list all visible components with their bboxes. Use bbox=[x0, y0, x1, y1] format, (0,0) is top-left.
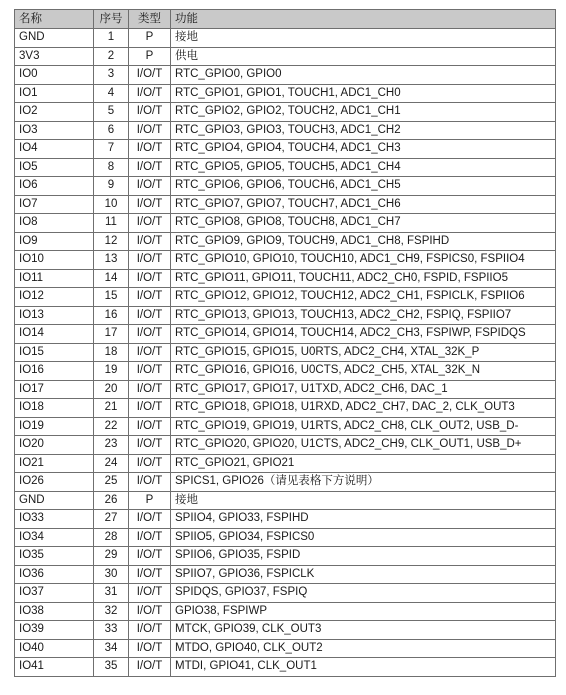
table-row bbox=[15, 158, 556, 177]
pin-definition-table bbox=[14, 9, 556, 677]
pin-name-cell: IO35 bbox=[15, 547, 94, 566]
pin-type-cell: I/O/T bbox=[129, 177, 171, 196]
pin-name-cell: IO5 bbox=[15, 158, 94, 177]
table-header bbox=[15, 10, 556, 29]
table-row bbox=[15, 491, 556, 510]
pin-function-cell: MTDI, GPIO41, CLK_OUT1 bbox=[171, 658, 556, 677]
pin-function-cell: RTC_GPIO10, GPIO10, TOUCH10, ADC1_CH9, FSPICS0, FSPIIO4 bbox=[171, 251, 556, 270]
pin-name-cell: IO11 bbox=[15, 269, 94, 288]
table-row bbox=[15, 528, 556, 547]
pin-name-cell: IO10 bbox=[15, 251, 94, 270]
pin-type-cell: I/O/T bbox=[129, 251, 171, 270]
pin-type-cell: I/O/T bbox=[129, 584, 171, 603]
pin-type-cell: I/O/T bbox=[129, 66, 171, 85]
pin-number-cell: 28 bbox=[94, 528, 129, 547]
pin-number-cell: 15 bbox=[94, 288, 129, 307]
pin-name-cell: IO39 bbox=[15, 621, 94, 640]
pin-number-cell: 8 bbox=[94, 158, 129, 177]
pin-type-cell: I/O/T bbox=[129, 158, 171, 177]
pin-type-cell: I/O/T bbox=[129, 528, 171, 547]
pin-function-cell: RTC_GPIO7, GPIO7, TOUCH7, ADC1_CH6 bbox=[171, 195, 556, 214]
pin-function-cell: RTC_GPIO3, GPIO3, TOUCH3, ADC1_CH2 bbox=[171, 121, 556, 140]
table-row bbox=[15, 47, 556, 66]
pin-number-cell: 33 bbox=[94, 621, 129, 640]
pin-name-cell: IO0 bbox=[15, 66, 94, 85]
pin-type-cell: I/O/T bbox=[129, 362, 171, 381]
pin-name-cell: IO8 bbox=[15, 214, 94, 233]
pin-function-cell: RTC_GPIO6, GPIO6, TOUCH6, ADC1_CH5 bbox=[171, 177, 556, 196]
table-body bbox=[15, 29, 556, 677]
table-row bbox=[15, 29, 556, 48]
pin-number-cell: 34 bbox=[94, 639, 129, 658]
pin-function-cell: RTC_GPIO8, GPIO8, TOUCH8, ADC1_CH7 bbox=[171, 214, 556, 233]
pin-number-cell: 35 bbox=[94, 658, 129, 677]
pin-type-cell: I/O/T bbox=[129, 380, 171, 399]
pin-name-cell: IO7 bbox=[15, 195, 94, 214]
pin-name-cell: IO41 bbox=[15, 658, 94, 677]
pin-function-cell: SPIIO7, GPIO36, FSPICLK bbox=[171, 565, 556, 584]
table-row bbox=[15, 66, 556, 85]
pin-function-cell: RTC_GPIO17, GPIO17, U1TXD, ADC2_CH6, DAC_1 bbox=[171, 380, 556, 399]
table-row bbox=[15, 602, 556, 621]
table-row bbox=[15, 306, 556, 325]
pin-function-cell: RTC_GPIO14, GPIO14, TOUCH14, ADC2_CH3, FSPIWP, FSPIDQS bbox=[171, 325, 556, 344]
pin-function-cell: RTC_GPIO4, GPIO4, TOUCH4, ADC1_CH3 bbox=[171, 140, 556, 159]
table-row bbox=[15, 343, 556, 362]
pin-number-cell: 29 bbox=[94, 547, 129, 566]
pin-type-cell: I/O/T bbox=[129, 621, 171, 640]
pin-name-cell: IO1 bbox=[15, 84, 94, 103]
table-row bbox=[15, 232, 556, 251]
pin-number-cell: 31 bbox=[94, 584, 129, 603]
pin-name-cell: IO34 bbox=[15, 528, 94, 547]
pin-type-cell: I/O/T bbox=[129, 214, 171, 233]
pin-number-cell: 30 bbox=[94, 565, 129, 584]
table-row bbox=[15, 584, 556, 603]
pin-type-cell: I/O/T bbox=[129, 399, 171, 418]
pin-type-cell: I/O/T bbox=[129, 343, 171, 362]
pin-type-cell: I/O/T bbox=[129, 658, 171, 677]
pin-name-cell: IO37 bbox=[15, 584, 94, 603]
pin-number-cell: 7 bbox=[94, 140, 129, 159]
pin-function-cell: RTC_GPIO13, GPIO13, TOUCH13, ADC2_CH2, FSPIQ, FSPIIO7 bbox=[171, 306, 556, 325]
table-row bbox=[15, 288, 556, 307]
header-name: 名称 bbox=[15, 10, 94, 29]
pin-name-cell: IO20 bbox=[15, 436, 94, 455]
table-row bbox=[15, 325, 556, 344]
pin-name-cell: IO13 bbox=[15, 306, 94, 325]
pin-name-cell: IO21 bbox=[15, 454, 94, 473]
pin-number-cell: 22 bbox=[94, 417, 129, 436]
table-row bbox=[15, 380, 556, 399]
pin-number-cell: 20 bbox=[94, 380, 129, 399]
header-number: 序号 bbox=[94, 10, 129, 29]
pin-type-cell: I/O/T bbox=[129, 639, 171, 658]
pin-function-cell: 接地 bbox=[171, 29, 556, 48]
table-row bbox=[15, 84, 556, 103]
pin-number-cell: 25 bbox=[94, 473, 129, 492]
pin-number-cell: 13 bbox=[94, 251, 129, 270]
pin-function-cell: SPIIO6, GPIO35, FSPID bbox=[171, 547, 556, 566]
pin-name-cell: IO36 bbox=[15, 565, 94, 584]
pin-type-cell: I/O/T bbox=[129, 547, 171, 566]
pin-number-cell: 14 bbox=[94, 269, 129, 288]
table-row bbox=[15, 214, 556, 233]
pin-name-cell: IO6 bbox=[15, 177, 94, 196]
pin-name-cell: IO33 bbox=[15, 510, 94, 529]
pin-function-cell: RTC_GPIO18, GPIO18, U1RXD, ADC2_CH7, DAC_2, CLK_OUT3 bbox=[171, 399, 556, 418]
pin-function-cell: SPIDQS, GPIO37, FSPIQ bbox=[171, 584, 556, 603]
pin-number-cell: 23 bbox=[94, 436, 129, 455]
pin-type-cell: I/O/T bbox=[129, 121, 171, 140]
pin-number-cell: 21 bbox=[94, 399, 129, 418]
pin-type-cell: I/O/T bbox=[129, 232, 171, 251]
pin-type-cell: I/O/T bbox=[129, 417, 171, 436]
pin-name-cell: IO12 bbox=[15, 288, 94, 307]
pin-name-cell: IO4 bbox=[15, 140, 94, 159]
pin-type-cell: I/O/T bbox=[129, 306, 171, 325]
header-type: 类型 bbox=[129, 10, 171, 29]
pin-number-cell: 5 bbox=[94, 103, 129, 122]
pin-function-cell: RTC_GPIO12, GPIO12, TOUCH12, ADC2_CH1, FSPICLK, FSPIIO6 bbox=[171, 288, 556, 307]
pin-function-cell: RTC_GPIO15, GPIO15, U0RTS, ADC2_CH4, XTAL_32K_P bbox=[171, 343, 556, 362]
table-row bbox=[15, 436, 556, 455]
header-row bbox=[15, 10, 556, 29]
table-row bbox=[15, 362, 556, 381]
pin-name-cell: GND bbox=[15, 29, 94, 48]
pin-name-cell: IO19 bbox=[15, 417, 94, 436]
header-function: 功能 bbox=[171, 10, 556, 29]
table-row bbox=[15, 621, 556, 640]
pin-type-cell: I/O/T bbox=[129, 473, 171, 492]
table-row bbox=[15, 510, 556, 529]
pin-type-cell: I/O/T bbox=[129, 269, 171, 288]
pin-number-cell: 9 bbox=[94, 177, 129, 196]
table-row bbox=[15, 177, 556, 196]
pin-name-cell: IO17 bbox=[15, 380, 94, 399]
table-row bbox=[15, 195, 556, 214]
table-row bbox=[15, 547, 556, 566]
pin-name-cell: 3V3 bbox=[15, 47, 94, 66]
table-row bbox=[15, 639, 556, 658]
pin-name-cell: IO18 bbox=[15, 399, 94, 418]
pin-number-cell: 11 bbox=[94, 214, 129, 233]
table-row bbox=[15, 417, 556, 436]
table-row bbox=[15, 658, 556, 677]
pin-type-cell: I/O/T bbox=[129, 325, 171, 344]
pin-number-cell: 2 bbox=[94, 47, 129, 66]
pin-number-cell: 24 bbox=[94, 454, 129, 473]
pin-name-cell: IO16 bbox=[15, 362, 94, 381]
pin-function-cell: SPIIO5, GPIO34, FSPICS0 bbox=[171, 528, 556, 547]
pin-number-cell: 3 bbox=[94, 66, 129, 85]
pin-function-cell: MTDO, GPIO40, CLK_OUT2 bbox=[171, 639, 556, 658]
pin-type-cell: P bbox=[129, 491, 171, 510]
pin-function-cell: SPICS1, GPIO26（请见表格下方说明） bbox=[171, 473, 556, 492]
pin-number-cell: 1 bbox=[94, 29, 129, 48]
pin-function-cell: RTC_GPIO0, GPIO0 bbox=[171, 66, 556, 85]
table-row bbox=[15, 454, 556, 473]
pin-name-cell: IO40 bbox=[15, 639, 94, 658]
pin-function-cell: RTC_GPIO1, GPIO1, TOUCH1, ADC1_CH0 bbox=[171, 84, 556, 103]
pin-name-cell: IO14 bbox=[15, 325, 94, 344]
pin-number-cell: 16 bbox=[94, 306, 129, 325]
pin-type-cell: P bbox=[129, 29, 171, 48]
pin-function-cell: RTC_GPIO5, GPIO5, TOUCH5, ADC1_CH4 bbox=[171, 158, 556, 177]
pin-number-cell: 32 bbox=[94, 602, 129, 621]
pin-function-cell: SPIIO4, GPIO33, FSPIHD bbox=[171, 510, 556, 529]
pin-type-cell: I/O/T bbox=[129, 103, 171, 122]
table-row bbox=[15, 140, 556, 159]
pin-type-cell: I/O/T bbox=[129, 436, 171, 455]
pin-type-cell: I/O/T bbox=[129, 140, 171, 159]
pin-function-cell: GPIO38, FSPIWP bbox=[171, 602, 556, 621]
pin-number-cell: 10 bbox=[94, 195, 129, 214]
pin-type-cell: I/O/T bbox=[129, 454, 171, 473]
table-row bbox=[15, 269, 556, 288]
table-row bbox=[15, 103, 556, 122]
pin-name-cell: IO15 bbox=[15, 343, 94, 362]
table-row bbox=[15, 399, 556, 418]
pin-function-cell: RTC_GPIO20, GPIO20, U1CTS, ADC2_CH9, CLK_OUT1, USB_D+ bbox=[171, 436, 556, 455]
pin-function-cell: 供电 bbox=[171, 47, 556, 66]
pin-number-cell: 6 bbox=[94, 121, 129, 140]
pin-function-cell: RTC_GPIO19, GPIO19, U1RTS, ADC2_CH8, CLK_OUT2, USB_D- bbox=[171, 417, 556, 436]
pin-function-cell: MTCK, GPIO39, CLK_OUT3 bbox=[171, 621, 556, 640]
pin-type-cell: I/O/T bbox=[129, 602, 171, 621]
pin-function-cell: RTC_GPIO11, GPIO11, TOUCH11, ADC2_CH0, FSPID, FSPIIO5 bbox=[171, 269, 556, 288]
pin-name-cell: IO3 bbox=[15, 121, 94, 140]
pin-function-cell: RTC_GPIO9, GPIO9, TOUCH9, ADC1_CH8, FSPIHD bbox=[171, 232, 556, 251]
pin-type-cell: I/O/T bbox=[129, 195, 171, 214]
pin-number-cell: 4 bbox=[94, 84, 129, 103]
pin-number-cell: 26 bbox=[94, 491, 129, 510]
table-row bbox=[15, 473, 556, 492]
pin-function-cell: RTC_GPIO21, GPIO21 bbox=[171, 454, 556, 473]
table-row bbox=[15, 251, 556, 270]
pin-type-cell: P bbox=[129, 47, 171, 66]
pin-name-cell: IO9 bbox=[15, 232, 94, 251]
pin-function-cell: RTC_GPIO2, GPIO2, TOUCH2, ADC1_CH1 bbox=[171, 103, 556, 122]
pin-function-cell: RTC_GPIO16, GPIO16, U0CTS, ADC2_CH5, XTAL_32K_N bbox=[171, 362, 556, 381]
pin-function-cell: 接地 bbox=[171, 491, 556, 510]
table-row bbox=[15, 565, 556, 584]
pin-type-cell: I/O/T bbox=[129, 84, 171, 103]
pin-type-cell: I/O/T bbox=[129, 288, 171, 307]
pin-number-cell: 18 bbox=[94, 343, 129, 362]
pin-number-cell: 17 bbox=[94, 325, 129, 344]
pin-number-cell: 27 bbox=[94, 510, 129, 529]
pin-name-cell: GND bbox=[15, 491, 94, 510]
pin-name-cell: IO2 bbox=[15, 103, 94, 122]
pin-name-cell: IO26 bbox=[15, 473, 94, 492]
pin-number-cell: 19 bbox=[94, 362, 129, 381]
pin-number-cell: 12 bbox=[94, 232, 129, 251]
pin-type-cell: I/O/T bbox=[129, 510, 171, 529]
pin-type-cell: I/O/T bbox=[129, 565, 171, 584]
pin-name-cell: IO38 bbox=[15, 602, 94, 621]
table-row bbox=[15, 121, 556, 140]
